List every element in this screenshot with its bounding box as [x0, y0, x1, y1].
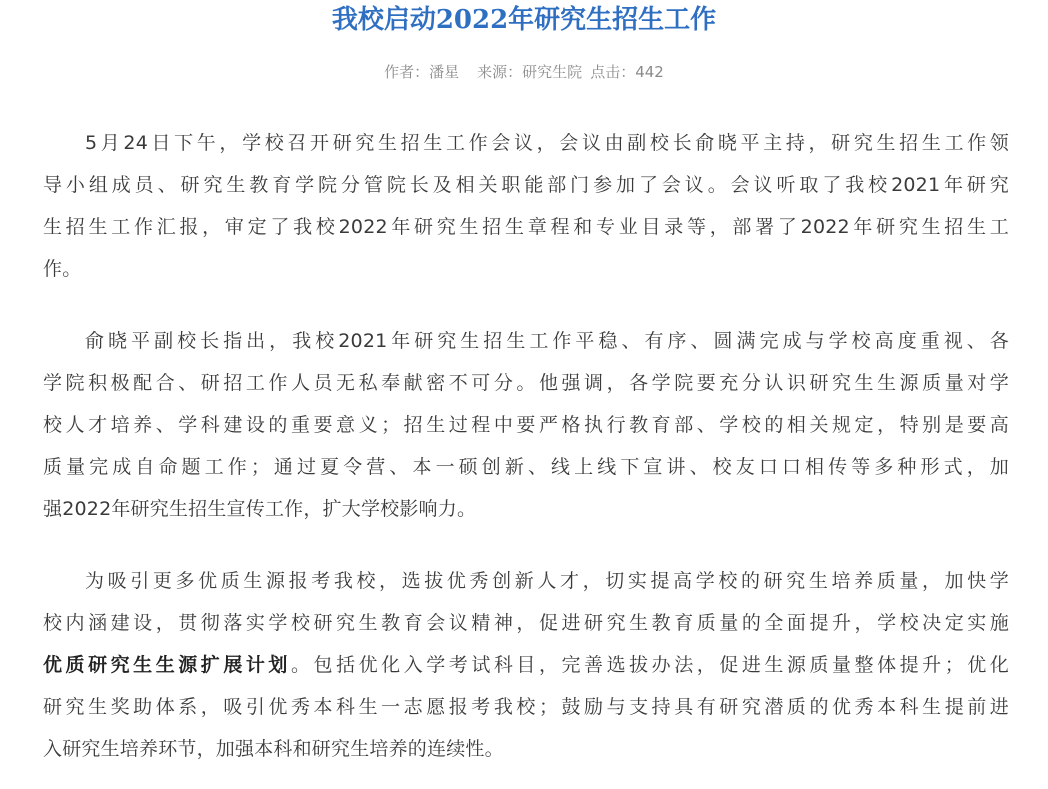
author-label: 作者：潘星 — [384, 63, 460, 81]
paragraph-line: 俞晓平副校长指出，我校2021年研究生招生工作平稳、有序、圆满完成与学校高度重视、各 — [85, 330, 1009, 352]
paragraph-line: 校内涵建设，贯彻落实学校研究生教育会议精神，促进研究生教育质量的全面提升，学校决定实施 — [43, 612, 1009, 634]
paragraph-line-with-bold — [43, 644, 1009, 686]
article-meta — [0, 60, 1048, 84]
paragraph-line: 质量完成自命题工作；通过夏令营、本一硕创新、线上线下宣讲、校友口口相传等多种形式，加 — [43, 456, 1009, 478]
paragraph-line: 学院积极配合、研招工作人员无私奉献密不可分。他强调，各学院要充分认识研究生生源质量对学 — [43, 372, 1009, 394]
article-title: 我校启动2022年研究生招生工作 — [331, 5, 717, 35]
bold-phrase: 优质研究生生源扩展计划 — [43, 654, 291, 676]
paragraph-line: 入研究生培养环节，加强本科和研究生培养的连续性。 — [43, 738, 504, 760]
paragraph-2 — [43, 320, 1009, 530]
paragraph-line: 研究生奖助体系，吸引优秀本科生一志愿报考我校；鼓励与支持具有研究潜质的优秀本科生提前进 — [43, 696, 1009, 718]
paragraph-line: 校人才培养、学科建设的重要意义；招生过程中要严格执行教育部、学校的相关规定，特别是要高 — [43, 414, 1009, 436]
paragraph-line: 作。 — [43, 258, 82, 280]
paragraph-3 — [43, 560, 1009, 770]
paragraph-1 — [43, 122, 1009, 290]
source-label: 来源：研究生院 — [477, 63, 583, 81]
paragraph-line: 5月24日下午，学校召开研究生招生工作会议，会议由副校长俞晓平主持，研究生招生工作领 — [85, 132, 1009, 154]
click-count: 点击：442 — [590, 63, 664, 81]
paragraph-line: 导小组成员、研究生教育学院分管院长及相关职能部门参加了会议。会议听取了我校2021年研究 — [43, 174, 1009, 196]
paragraph-line: 为吸引更多优质生源报考我校，选拔优秀创新人才，切实提高学校的研究生培养质量，加快学 — [85, 570, 1009, 592]
paragraph-line: 强2022年研究生招生宣传工作，扩大学校影响力。 — [43, 498, 477, 520]
paragraph-text: 。包括优化入学考试科目，完善选拔办法，促进生源质量整体提升；优化 — [290, 654, 1010, 676]
paragraph-line: 生招生工作汇报，审定了我校2022年研究生招生章程和专业目录等，部署了2022年研究生招生工 — [43, 216, 1009, 238]
